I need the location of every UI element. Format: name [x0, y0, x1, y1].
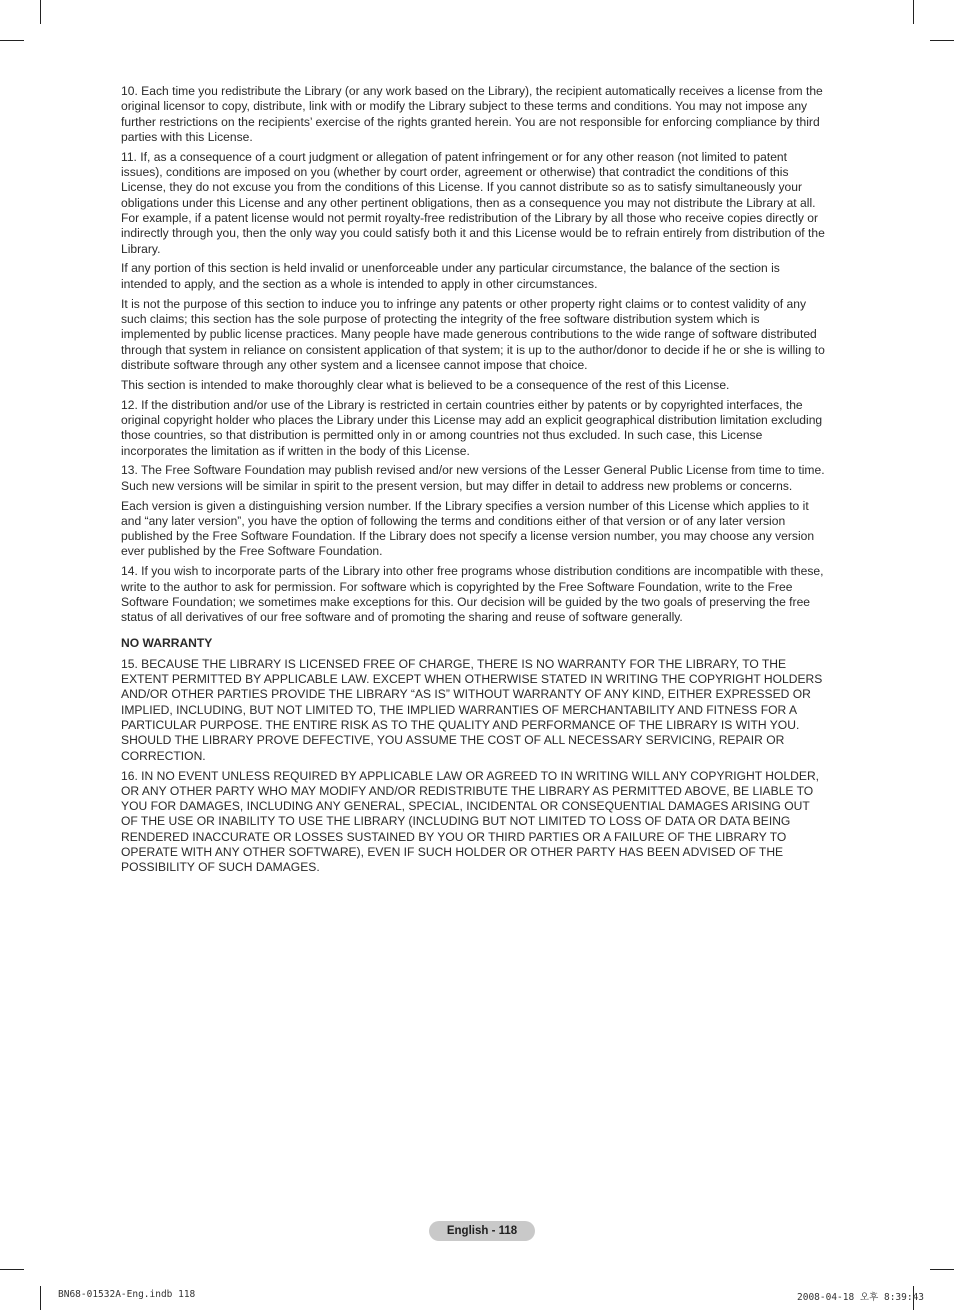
crop-mark	[930, 1269, 954, 1270]
crop-mark	[913, 0, 914, 24]
paragraph-12: 12. If the distribution and/or use of the Library is restricted in certain countries either by patents or by copyrighted interfaces, the original copyright holder who places the Library under this License may add an explicit geographical distribution limitation excluding those countries, so that distribution is permitted only in or among countries not thus excluded. In such case, this License incorporates the limitation as if written in the body of this License.	[121, 397, 823, 458]
paragraph-13-versions: Each version is given a distinguishing version number. If the Library specifies a version number of this License which applies to it and “any later version”, you have the option of following the terms and conditions either of that version or of any later version published by the Free Software Foundation. If the Library does not specify a license version number, you may choose any version ever published by the Free Software Foundation.	[121, 498, 815, 559]
paragraph-16: 16. IN NO EVENT UNLESS REQUIRED BY APPLICABLE LAW OR AGREED TO IN WRITING WILL ANY COPYRIGHT HOLDER, OR ANY OTHER PARTY WHO MAY MODIFY AND/OR REDISTRIBUTE THE LIBRARY AS PERMITTED ABOVE, BE LIABLE TO YOU FOR DAMAGES, INCLUDING ANY GENERAL, SPECIAL, INCIDENTAL OR CONSEQUENTIAL DAMAGES ARISING OUT OF THE USE OR INABILITY TO USE THE LIBRARY (INCLUDING BUT NOT LIMITED TO LOSS OF DATA OR DATA BEING RENDERED INACCURATE OR LOSSES SUSTAINED BY YOU OR THIRD PARTIES OR A FAILURE OF THE LIBRARY TO OPERATE WITH ANY OTHER SOFTWARE), EVEN IF SUCH HOLDER OR OTHER PARTY HAS BEEN ADVISED OF THE POSSIBILITY OF SUCH DAMAGES.	[121, 768, 820, 875]
paragraph-14: 14. If you wish to incorporate parts of the Library into other free programs whose distribution conditions are incompatible with these, write to the author to ask for permission. For software which is copyrighted by the Free Software Foundation, write to the Free Software Foundation; we sometimes make exceptions for this. Our decision will be guided by the two goals of preserving the free status of all derivatives of our free software and of promoting the sharing and reuse of software generally.	[121, 564, 824, 625]
paragraph-15: 15. BECAUSE THE LIBRARY IS LICENSED FREE OF CHARGE, THERE IS NO WARRANTY FOR THE LIBRARY, TO THE EXTENT PERMITTED BY APPLICABLE LAW. EXCEPT WHEN OTHERWISE STATED IN WRITING THE COPYRIGHT HOLDERS AND/OR OTHER PARTIES PROVIDE THE LIBRARY “AS IS” WITHOUT WARRANTY OF ANY KIND, EITHER EXPRESSED OR IMPLIED, INCLUDING, BUT NOT LIMITED TO, THE IMPLIED WARRANTIES OF MERCHANTABILITY AND FITNESS FOR A PARTICULAR PURPOSE. THE ENTIRE RISK AS TO THE QUALITY AND PERFORMANCE OF THE LIBRARY IS WITH YOU. SHOULD THE LIBRARY PROVE DEFECTIVE, YOU ASSUME THE COST OF ALL NECESSARY SERVICING, REPAIR OR CORRECTION.	[121, 656, 823, 763]
paragraph-11-clarification: This section is intended to make thoroughly clear what is believed to be a consequence of the rest of this License.	[121, 377, 730, 392]
crop-mark	[40, 0, 41, 24]
page-number-badge: English - 118	[429, 1221, 535, 1241]
paragraph-11-purpose: It is not the purpose of this section to induce you to infringe any patents or other property right claims or to contest validity of any such claims; this section has the sole purpose of protecting the integrity of the free software distribution system which is implemented by public license practices. Many people have made generous contributions to the wide range of software distributed through that system in reliance on consistent application of that system; it is up to the author/donor to decide if he or she is willing to distribute software through any other system and a licensee cannot impose that choice.	[121, 296, 825, 372]
crop-mark	[0, 1269, 24, 1270]
paragraph-11: 11. If, as a consequence of a court judgment or allegation of patent infringement or for any other reason (not limited to patent issues), conditions are imposed on you (whether by court order, agreement or otherwise) that contradict the conditions of this License, they do not excuse you from the conditions of this License. If you cannot distribute so as to satisfy simultaneously your obligations under this License and any other pertinent obligations, then as a consequence you may not distribute the Library at all. For example, if a patent license would not permit royalty-free redistribution of the Library by all those who receive copies directly or indirectly through you, then the only way you could satisfy both it and this License would be to refrain entirely from distribution of the Library.	[121, 149, 825, 256]
license-body	[121, 84, 829, 880]
paragraph-13: 13. The Free Software Foundation may publish revised and/or new versions of the Lesser General Public License from time to time. Such new versions will be similar in spirit to the present version, but may differ in detail to address new problems or concerns.	[121, 463, 825, 493]
paragraph-11-severability: If any portion of this section is held invalid or unenforceable under any particular circumstance, the balance of the section is intended to apply, and the section as a whole is intended to apply in other circumstances.	[121, 261, 780, 291]
crop-mark	[40, 1286, 41, 1310]
crop-mark	[0, 40, 24, 41]
footer-file-info: BN68-01532A-Eng.indb 118	[58, 1289, 196, 1300]
paragraph-10: 10. Each time you redistribute the Library (or any work based on the Library), the recipient automatically receives a license from the original licensor to copy, distribute, link with or modify the Library subject to these terms and conditions. You may not impose any further restrictions on the recipients’ exercise of the rights granted herein. You are not responsible for enforcing compliance by third parties with this License.	[121, 84, 823, 144]
section-heading-no-warranty: NO WARRANTY	[121, 635, 213, 650]
crop-mark	[930, 40, 954, 41]
footer-timestamp: 2008-04-18 오후 8:39:43	[797, 1292, 925, 1303]
